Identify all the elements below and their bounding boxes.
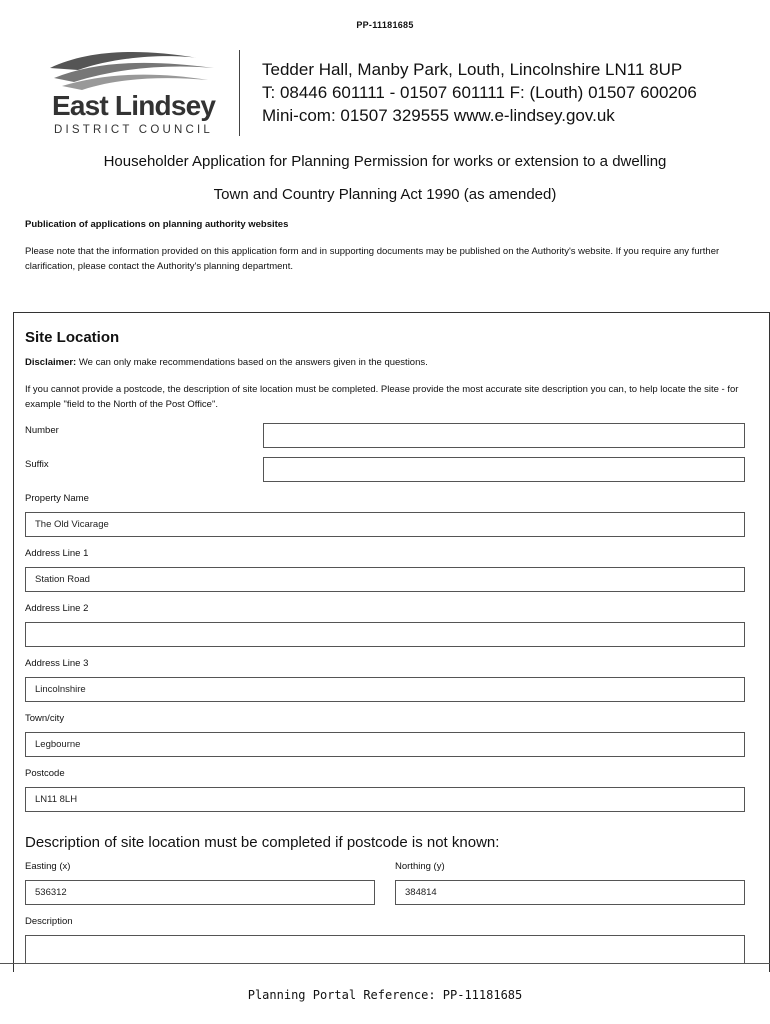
postcode-label: Postcode — [25, 768, 65, 779]
property-name-label: Property Name — [25, 493, 89, 504]
address-line-2-field[interactable] — [25, 622, 745, 647]
contact-web: Mini-com: 01507 329555 www.e-lindsey.gov.uk — [262, 106, 615, 125]
contact-address: Tedder Hall, Manby Park, Louth, Lincolnshire LN11 8UP — [262, 60, 683, 79]
description-field[interactable] — [25, 935, 745, 963]
disclaimer-label: Disclaimer: — [25, 357, 77, 368]
footer-reference: Planning Portal Reference: PP-11181685 — [247, 988, 523, 1002]
council-logo — [46, 46, 230, 141]
contact-phone: T: 08446 601111 - 01507 601111 F: (Louth) 01507 600206 — [262, 83, 697, 102]
contact-details — [262, 58, 697, 127]
address-line-1-label: Address Line 1 — [25, 548, 89, 559]
address-line-1-field[interactable]: Station Road — [25, 567, 745, 592]
letterhead — [46, 46, 736, 141]
property-name-field[interactable]: The Old Vicarage — [25, 512, 745, 537]
page-break-line — [0, 963, 770, 964]
disclaimer — [25, 357, 428, 368]
postcode-field[interactable]: LN11 8LH — [25, 787, 745, 812]
town-city-label: Town/city — [25, 713, 65, 724]
description-label: Description — [25, 916, 73, 927]
disclaimer-text: We can only make recommendations based on the answers given in the questions. — [76, 357, 428, 368]
number-label: Number — [25, 425, 59, 436]
address-line-3-label: Address Line 3 — [25, 658, 89, 669]
suffix-label: Suffix — [25, 459, 49, 470]
logo-name: East Lindsey — [52, 90, 216, 121]
address-line-3-field[interactable]: Lincolnshire — [25, 677, 745, 702]
header-divider — [239, 50, 240, 136]
number-field[interactable] — [263, 423, 745, 448]
northing-label: Northing (y) — [395, 861, 445, 872]
publication-heading: Publication of applications on planning authority websites — [25, 219, 289, 230]
town-city-field[interactable]: Legbourne — [25, 732, 745, 757]
form-title: Householder Application for Planning Permission for works or extension to a dwelling — [103, 153, 667, 170]
suffix-field[interactable] — [263, 457, 745, 482]
site-location-heading: Site Location — [25, 329, 120, 346]
northing-field[interactable]: 384814 — [395, 880, 745, 905]
publication-text: Please note that the information provided on this application form and in supporting documents may be published on the Authority's website. If you require any further clarification, please contact the Authority's planning department. — [25, 246, 720, 272]
form-subtitle: Town and Country Planning Act 1990 (as amended) — [213, 186, 557, 203]
logo-subtitle: DISTRICT COUNCIL — [54, 124, 213, 136]
easting-field[interactable]: 536312 — [25, 880, 375, 905]
site-location-intro: If you cannot provide a postcode, the description of site location must be completed. Please provide the most accurate site description you can, to help locate the site - for example "field to the North of the Post Office". — [25, 384, 739, 410]
address-line-2-label: Address Line 2 — [25, 603, 89, 614]
easting-label: Easting (x) — [25, 861, 71, 872]
description-heading: Description of site location must be completed if postcode is not known: — [25, 834, 500, 851]
swoosh-logo-icon — [48, 46, 218, 92]
reference-number-top: PP-11181685 — [356, 20, 414, 30]
